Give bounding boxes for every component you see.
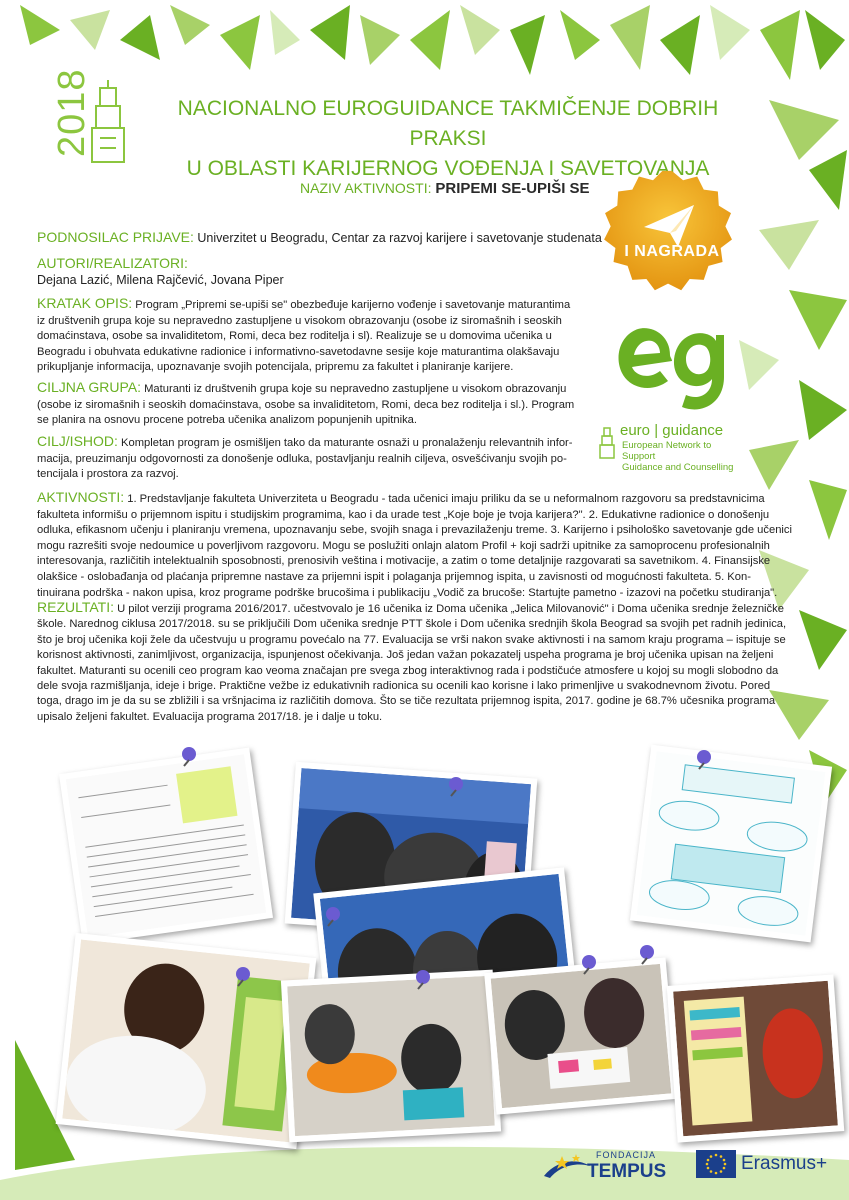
short-description-line: Program „Pripremi se-upiši se" obezbeđuje karijerno vođenje i savetovanje maturantima	[132, 299, 571, 311]
authors-value: Dejana Lazić, Milena Rajčević, Jovana Piper	[37, 273, 284, 287]
activities-line: 1. Predstavljanje fakulteta Univerziteta u Beogradu - tada učenici imaju priliku da se u neformalnom razgovoru sa predstavnicima	[124, 493, 765, 505]
euroguidance-sub-line: Guidance and Counselling	[622, 462, 734, 473]
results-line: što je broj učenika koji žele da učestvuju u programu povećalo na 77. Evaluacija se vrši nakon svake aktivnosti i na samom kraju programa – ispituje se	[37, 633, 786, 646]
photo-workshop	[281, 970, 501, 1143]
short-description-line: Beogradu i obuhvata edukativne radionice i informativno-savetodavne sesije koje maturantima olakšavaju	[37, 345, 560, 358]
results-line: U pilot verziji programa 2016/2017. učestvovalo je 16 učenika iz Doma učenika „Jelica Milovanović" i Doma učenika srednje železničke	[114, 603, 784, 615]
results-line: korisnost aktivnosti, zanimljivost, organizacija, ispunjenost očekivanja. Još jedan važan pokazatelj uspeha programa je broj učenika upisan na željeni	[37, 649, 774, 662]
pushpin-icon	[578, 953, 600, 975]
results-line: škole. Narednog ciklusa 2017/2018. su se priključili Dom učenika srednje PTT škole i Dom učenika srednjih škola Beograd sa svojih pet radnih jedinica,	[37, 618, 787, 631]
euroguidance-name: euro | guidance	[620, 422, 724, 439]
notes-image	[637, 751, 826, 935]
applicant-value: Univerzitet u Beogradu, Centar za razvoj karijere i savetovanje studenata	[197, 231, 602, 245]
results-line: dele svoja razmišljanja, ideje i brige. Praktične vežbe iz edukativnih radionica su ocenili kao korisne i lako primenljive u svakodnevnom životu. Pored	[37, 680, 771, 693]
award-badge-icon	[602, 165, 742, 305]
target-group-line: (osobe iz siromašnih i seoskih domaćinstava, osobe sa invaliditetom, Romi, deca bez roditelja i sl.). Program	[37, 398, 575, 411]
tempus-swoosh-icon	[542, 1152, 592, 1182]
activities-label: AKTIVNOSTI:	[37, 489, 125, 505]
small-tower-icon	[598, 424, 616, 460]
activity-label: NAZIV AKTIVNOSTI:	[300, 180, 432, 196]
target-group-section	[37, 380, 574, 429]
photo-poster-board	[667, 974, 845, 1142]
pushpin-icon	[178, 745, 200, 767]
results-label: REZULTATI:	[37, 599, 114, 615]
activities-line: olakšice - oslobađanja od plaćanja pripremne nastave za prijemni ispit i polaganja prijemnog ispita, u zavisnosti od mogućnosti fakulteta. 5. Kon-	[37, 570, 751, 583]
title-line-2: U OBLASTI KARIJERNOG VOĐENJA I SAVETOVANJA	[186, 157, 710, 180]
pushpin-icon	[412, 968, 434, 990]
erasmus-label: Erasmus+	[741, 1153, 828, 1174]
applicant-section	[37, 230, 602, 247]
activities-line: fakulteta informišu o prijemnom ispitu i studijskim programima, kao i da urade test „Koje boje je tvoja karijera?". 2. Edukativne radionice o donošenju	[37, 508, 770, 521]
pushpin-icon	[445, 775, 467, 797]
tower-logo-icon	[86, 78, 130, 168]
results-section	[37, 600, 827, 725]
pushpin-icon	[322, 905, 344, 927]
euroguidance-subtitle	[622, 440, 742, 473]
activities-line: mogu razrešiti svoje nedoumice u poverljivom razgovoru. Mogu se poslužiti onlajn alatom Profil + koji sadrži upitnike za samoprocenu profesionalnih	[37, 539, 770, 552]
title-line-1: NACIONALNO EUROGUIDANCE TAKMIČENJE DOBRIH PRAKSI	[177, 97, 719, 150]
award-label: I NAGRADA	[624, 243, 720, 260]
euroguidance-logo-icon	[612, 315, 732, 420]
year: 2018	[51, 68, 93, 157]
activity-value: PRIPEMI SE-UPIŠI SE	[435, 180, 590, 197]
tempus-name: TEMPUS	[587, 1161, 667, 1182]
goal-line: tencijala i prostora za razvoj.	[37, 468, 179, 480]
eu-flag-icon	[696, 1150, 736, 1178]
target-group-line: se planira na osnovu procene potreba učenika analizom popunjenih upitnika.	[37, 414, 418, 426]
photo-student	[56, 933, 317, 1149]
photo-notes	[630, 745, 832, 943]
applicant-label: PODNOSILAC PRIJAVE:	[37, 229, 194, 245]
results-line: upisalo željeni fakultet. Evaluacija programa 2017/18. je i dalje u toku.	[37, 710, 383, 723]
short-description-line: domaćinstava, osobe sa invaliditetom, Romi, deca bez roditelja i sl). Realizuje se u domovima učenika u	[37, 330, 552, 342]
pushpin-icon	[232, 965, 254, 987]
document-image	[66, 754, 267, 937]
tempus-label: FONDACIJA	[596, 1150, 657, 1160]
photo-document	[59, 747, 273, 944]
table-image	[491, 964, 672, 1108]
authors-label: AUTORI/REALIZATORI:	[37, 255, 188, 271]
results-line: fakultet. Maturanti su ocenili ceo program kao veoma značajan pre svega zbog interaktivnog rada i podstičuće atmosfere u kojoj su mogli slobodno da	[37, 664, 779, 677]
short-description-label: KRATAK OPIS:	[37, 295, 133, 311]
goal-section	[37, 434, 573, 483]
activities-section	[37, 490, 827, 601]
authors-section	[37, 255, 284, 289]
goal-line: macija, preuzimanju odgovornosti za donošenje odluka, postavljanju realnih ciljeva, osvešćivanju svojih po-	[37, 452, 567, 465]
goal-label: CILJ/ISHOD:	[37, 433, 118, 449]
short-description-line: prikupljanje informacija, upoznavanje svojih potencijala, pripremu za fakultet i planiranje karijere.	[37, 361, 514, 373]
target-group-label: CILJNA GRUPA:	[37, 379, 141, 395]
target-group-line: Maturanti iz društvenih grupa koje su nepravedno zastupljene u visokom obrazovanju	[141, 383, 567, 395]
activities-line: interesovanja, različitih intelektualnih sposobnosti, prenosivih veština i motivacije, a zatim o tome detaljnije razgovarati sa savetnikom. 4. Finansijske	[37, 555, 771, 568]
activities-line: odluka, efikasnom učenju i planiranju vremena, upoznavanju sebe, svojih snaga i prevazilaženju treme. 3. Karijerno i psihološko savetovanje gde učenici	[37, 524, 792, 537]
activities-line: tinuirana podrška - nakon upisa, kroz programe podrške brucošima i publikaciju „Vodič za brucoše: Startujte pametno - izazovi na početku studiranja".	[37, 586, 778, 599]
student-image	[62, 939, 310, 1142]
workshop-image	[287, 976, 495, 1136]
pushpin-icon	[693, 748, 715, 770]
pushpin-icon	[636, 943, 658, 965]
decorative-triangles-top	[0, 0, 849, 90]
results-line: toga, drago im je da su se zbližili i sa vršnjacima iz različitih domova. Što se tiče rezultata prijemnog ispita, 2017. godine je 68.7% učesnika programa	[37, 695, 776, 708]
short-description-line: iz društvenih grupa koje su nepravedno zastupljene u visokom obrazovanju (osobe iz siromašnih i seoskih	[37, 314, 562, 327]
euroguidance-sub-line: European Network to Support	[622, 440, 712, 462]
short-description-section	[37, 296, 570, 376]
board-image	[673, 981, 838, 1136]
photo-table	[484, 957, 678, 1114]
goal-line: Kompletan program je osmišljen tako da maturante osnaži u pronalaženju relevantnih infor-	[117, 437, 573, 449]
